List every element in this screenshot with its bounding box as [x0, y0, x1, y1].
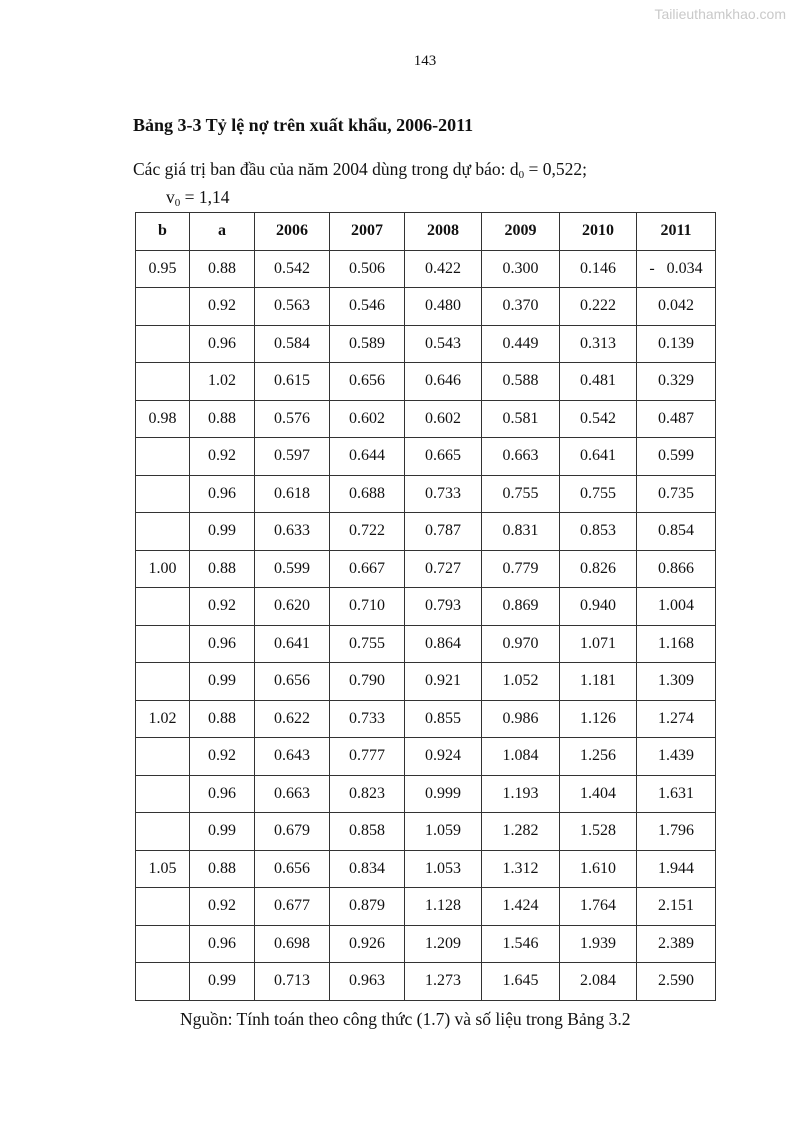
table-cell: 0.858 [330, 813, 405, 851]
column-header: a [190, 213, 255, 251]
table-cell: 1.02 [136, 700, 190, 738]
table-cell: 1.764 [560, 888, 637, 926]
table-cell: 0.602 [330, 400, 405, 438]
table-cell: 1.796 [637, 813, 716, 851]
table-cell: 1.282 [482, 813, 560, 851]
table-cell [136, 513, 190, 551]
table-row [136, 588, 716, 626]
table-cell: 0.96 [190, 625, 255, 663]
table-cell: 0.588 [482, 363, 560, 401]
table-cell: 0.563 [255, 288, 330, 326]
column-header: 2007 [330, 213, 405, 251]
table-cell: 0.735 [637, 475, 716, 513]
table-cell: 1.084 [482, 738, 560, 776]
table-cell [136, 475, 190, 513]
table-cell: 0.543 [405, 325, 482, 363]
table-cell: 0.92 [190, 438, 255, 476]
table-cell [136, 888, 190, 926]
table-cell: 0.222 [560, 288, 637, 326]
table-row [136, 888, 716, 926]
table-cell: 0.95 [136, 250, 190, 288]
table-row [136, 738, 716, 776]
table-cell: 0.663 [255, 775, 330, 813]
table-cell: 0.643 [255, 738, 330, 776]
table-cell: 0.644 [330, 438, 405, 476]
table-cell: 0.98 [136, 400, 190, 438]
table-cell: 0.542 [560, 400, 637, 438]
source-note: Nguồn: Tính toán theo công thức (1.7) và số liệu trong Bảng 3.2 [180, 1009, 631, 1029]
table-cell: 0.589 [330, 325, 405, 363]
table-row [136, 925, 716, 963]
table-cell: 0.777 [330, 738, 405, 776]
table-cell: 0.581 [482, 400, 560, 438]
intro-text: Các giá trị ban đầu của năm 2004 dùng trong dự báo: d [133, 159, 519, 179]
table-cell: 1.309 [637, 663, 716, 701]
table-cell: 1.209 [405, 925, 482, 963]
table-row [136, 663, 716, 701]
table-cell: 0.755 [330, 625, 405, 663]
table-cell: 0.584 [255, 325, 330, 363]
table-cell: - 0.034 [637, 250, 716, 288]
table-cell: 0.599 [637, 438, 716, 476]
table-cell: 0.96 [190, 925, 255, 963]
table-cell: 0.542 [255, 250, 330, 288]
table-cell: 0.940 [560, 588, 637, 626]
table-cell: 1.181 [560, 663, 637, 701]
table-row [136, 850, 716, 888]
table-cell: 0.853 [560, 513, 637, 551]
table-cell: 0.733 [330, 700, 405, 738]
table-cell: 0.99 [190, 813, 255, 851]
table-cell: 0.790 [330, 663, 405, 701]
table-cell: 0.921 [405, 663, 482, 701]
table-row [136, 250, 716, 288]
table-cell: 0.665 [405, 438, 482, 476]
table-cell: 0.834 [330, 850, 405, 888]
table-cell: 0.88 [190, 850, 255, 888]
table-cell: 0.855 [405, 700, 482, 738]
table-cell: 0.615 [255, 363, 330, 401]
debt-export-ratio-table [135, 212, 716, 1001]
table-cell: 0.96 [190, 775, 255, 813]
intro-line [133, 159, 587, 180]
column-header: 2011 [637, 213, 716, 251]
table-cell: 0.370 [482, 288, 560, 326]
table-cell [136, 775, 190, 813]
v-value: = 1,14 [180, 187, 230, 207]
table-cell: 1.939 [560, 925, 637, 963]
table-cell: 0.831 [482, 513, 560, 551]
table-cell: 0.727 [405, 550, 482, 588]
table-cell: 0.042 [637, 288, 716, 326]
table-cell: 2.590 [637, 963, 716, 1001]
table-cell: 0.96 [190, 325, 255, 363]
table-cell: 0.597 [255, 438, 330, 476]
table-cell: 0.656 [255, 850, 330, 888]
table-cell [136, 963, 190, 1001]
table-cell: 0.88 [190, 250, 255, 288]
table-cell: 0.986 [482, 700, 560, 738]
table-cell: 1.05 [136, 850, 190, 888]
table-cell: 0.641 [255, 625, 330, 663]
table-row [136, 400, 716, 438]
table-cell [136, 925, 190, 963]
table-cell: 0.869 [482, 588, 560, 626]
table-cell: 0.679 [255, 813, 330, 851]
table-cell [136, 625, 190, 663]
table-cell: 0.823 [330, 775, 405, 813]
table-cell: 0.99 [190, 513, 255, 551]
table-cell [136, 288, 190, 326]
table-cell: 0.99 [190, 963, 255, 1001]
table-cell: 0.779 [482, 550, 560, 588]
table-cell: 1.193 [482, 775, 560, 813]
column-header: b [136, 213, 190, 251]
table-cell: 0.924 [405, 738, 482, 776]
table-cell: 1.645 [482, 963, 560, 1001]
table-cell [136, 813, 190, 851]
table-cell: 0.688 [330, 475, 405, 513]
table-cell: 0.656 [255, 663, 330, 701]
watermark-text: Tailieuthamkhao.com [654, 6, 786, 22]
table-cell: 0.641 [560, 438, 637, 476]
table-cell: 0.999 [405, 775, 482, 813]
table-cell: 0.92 [190, 288, 255, 326]
table-cell: 0.487 [637, 400, 716, 438]
v-subscript: 0 [174, 197, 181, 209]
table-cell: 0.546 [330, 288, 405, 326]
table-cell: 0.970 [482, 625, 560, 663]
table-cell: 1.168 [637, 625, 716, 663]
table-cell: 0.864 [405, 625, 482, 663]
table-row [136, 325, 716, 363]
table-cell: 1.02 [190, 363, 255, 401]
intro-line-v [166, 187, 230, 208]
table-cell: 1.610 [560, 850, 637, 888]
table-cell: 1.059 [405, 813, 482, 851]
table-cell: 1.528 [560, 813, 637, 851]
table-cell: 0.449 [482, 325, 560, 363]
table-cell: 0.300 [482, 250, 560, 288]
column-header: 2009 [482, 213, 560, 251]
table-cell: 0.88 [190, 700, 255, 738]
table-cell [136, 438, 190, 476]
table-cell: 0.677 [255, 888, 330, 926]
table-cell: 0.622 [255, 700, 330, 738]
table-cell: 0.787 [405, 513, 482, 551]
table-row [136, 963, 716, 1001]
column-header: 2006 [255, 213, 330, 251]
table-cell: 1.439 [637, 738, 716, 776]
d-subscript: 0 [518, 169, 525, 181]
table-cell: 1.944 [637, 850, 716, 888]
table-cell: 2.389 [637, 925, 716, 963]
table-cell: 0.633 [255, 513, 330, 551]
table-row [136, 288, 716, 326]
column-header: 2008 [405, 213, 482, 251]
table-cell: 0.854 [637, 513, 716, 551]
table-cell: 0.733 [405, 475, 482, 513]
table-cell: 0.88 [190, 550, 255, 588]
table-cell [136, 363, 190, 401]
table-row [136, 813, 716, 851]
table-cell: 0.755 [560, 475, 637, 513]
table-cell: 0.329 [637, 363, 716, 401]
table-cell: 1.631 [637, 775, 716, 813]
table-cell: 0.793 [405, 588, 482, 626]
table-cell: 0.710 [330, 588, 405, 626]
column-header: 2010 [560, 213, 637, 251]
table-row [136, 700, 716, 738]
table-row [136, 513, 716, 551]
table-cell: 0.99 [190, 663, 255, 701]
table-cell: 0.722 [330, 513, 405, 551]
table-row [136, 475, 716, 513]
table-row [136, 625, 716, 663]
v-variable: v [166, 187, 175, 207]
table-cell: 0.963 [330, 963, 405, 1001]
table-cell: 1.126 [560, 700, 637, 738]
table-cell: 0.313 [560, 325, 637, 363]
table-cell: 1.424 [482, 888, 560, 926]
table-cell: 0.422 [405, 250, 482, 288]
table-cell: 0.92 [190, 588, 255, 626]
table-cell: 1.004 [637, 588, 716, 626]
table-row [136, 438, 716, 476]
table-body [136, 250, 716, 1000]
table-cell: 0.713 [255, 963, 330, 1001]
table-cell: 1.128 [405, 888, 482, 926]
table-cell: 1.546 [482, 925, 560, 963]
table-cell: 0.602 [405, 400, 482, 438]
table-cell: 2.151 [637, 888, 716, 926]
table-cell: 1.404 [560, 775, 637, 813]
table-cell [136, 588, 190, 626]
table-row [136, 363, 716, 401]
table-cell: 0.618 [255, 475, 330, 513]
d-value: = 0,522; [524, 159, 588, 179]
table-cell: 1.071 [560, 625, 637, 663]
table-cell: 0.92 [190, 738, 255, 776]
table-cell: 0.146 [560, 250, 637, 288]
table-cell: 0.480 [405, 288, 482, 326]
table-cell: 0.667 [330, 550, 405, 588]
table-cell: 1.273 [405, 963, 482, 1001]
table-cell: 0.826 [560, 550, 637, 588]
table-cell: 1.274 [637, 700, 716, 738]
table-title: Bảng 3-3 Tỷ lệ nợ trên xuất khẩu, 2006-2011 [133, 115, 474, 135]
table-cell: 0.481 [560, 363, 637, 401]
table-cell: 0.620 [255, 588, 330, 626]
table-cell [136, 663, 190, 701]
table-cell: 0.755 [482, 475, 560, 513]
table-cell [136, 738, 190, 776]
table-cell: 0.926 [330, 925, 405, 963]
table-row [136, 775, 716, 813]
table-cell: 0.506 [330, 250, 405, 288]
table-cell: 0.139 [637, 325, 716, 363]
table-cell: 1.312 [482, 850, 560, 888]
table-cell: 0.879 [330, 888, 405, 926]
table-cell: 1.00 [136, 550, 190, 588]
table-cell: 0.656 [330, 363, 405, 401]
table-cell: 0.646 [405, 363, 482, 401]
table-cell: 0.698 [255, 925, 330, 963]
table-cell: 1.052 [482, 663, 560, 701]
table-cell: 0.866 [637, 550, 716, 588]
table-cell: 1.256 [560, 738, 637, 776]
table-cell: 2.084 [560, 963, 637, 1001]
table-cell: 0.88 [190, 400, 255, 438]
table-cell: 0.96 [190, 475, 255, 513]
table-row [136, 550, 716, 588]
table-cell: 0.599 [255, 550, 330, 588]
table-header [136, 213, 716, 251]
table-cell: 0.663 [482, 438, 560, 476]
table-cell [136, 325, 190, 363]
table-cell: 1.053 [405, 850, 482, 888]
page-number: 143 [413, 53, 437, 69]
header-row [136, 213, 716, 251]
table-cell: 0.576 [255, 400, 330, 438]
table-cell: 0.92 [190, 888, 255, 926]
